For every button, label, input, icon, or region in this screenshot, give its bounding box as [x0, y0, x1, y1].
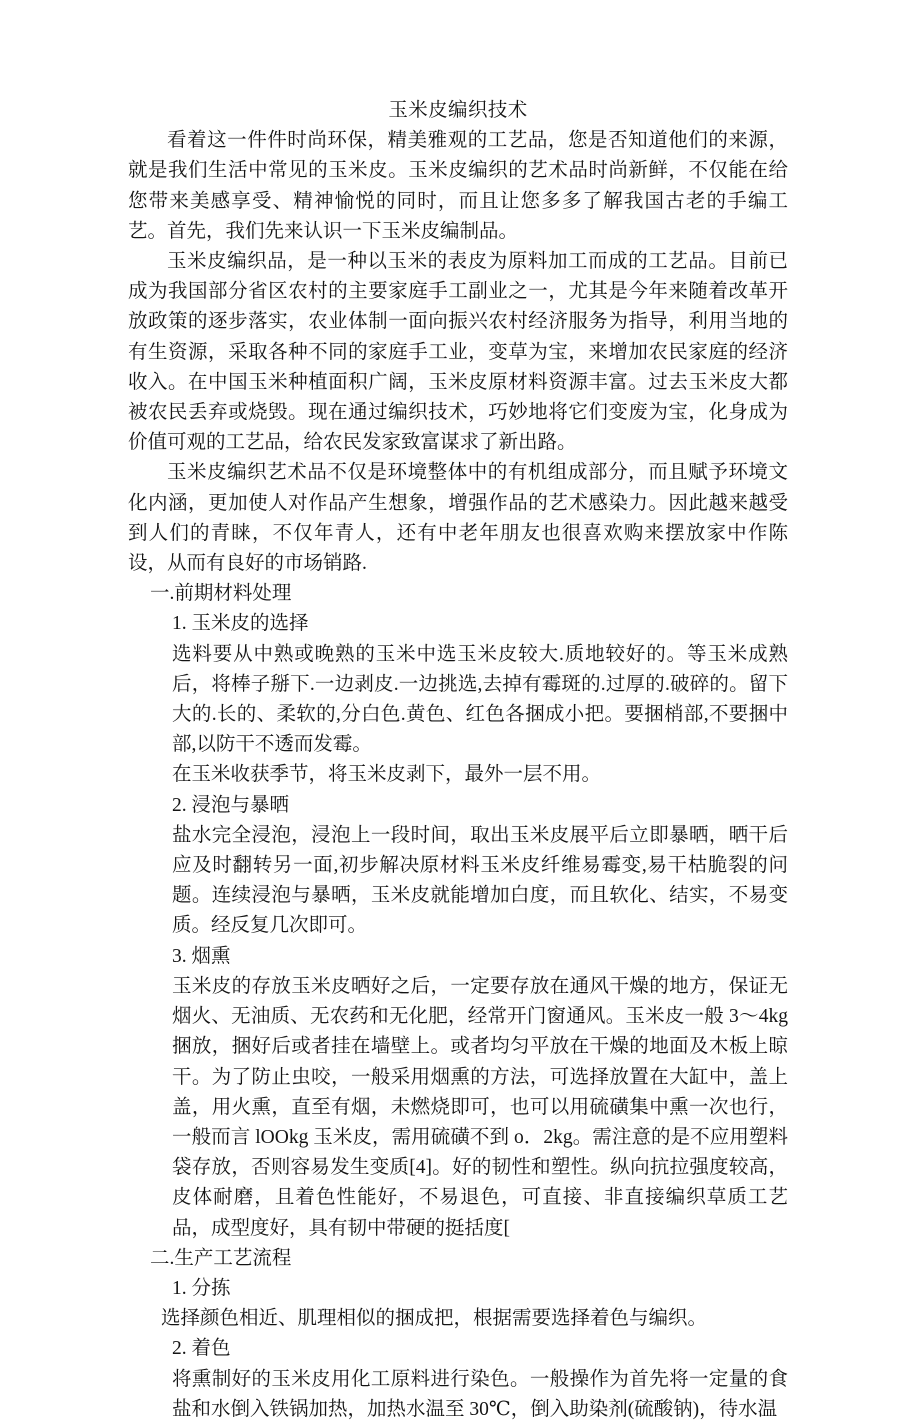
- subsection-body-1-2-a: 盐水完全浸泡，浸泡上一段时间，取出玉米皮展平后立即暴晒，晒干后应及时翻转另一面,初步解决原材料玉米皮纤维易霉变,易干枯脆裂的问题。连续浸泡与暴晒，玉米皮就能增加白度，而且软化、结实，不易变质。经反复几次即可。: [172, 824, 788, 937]
- section-heading-one: 一.前期材料处理: [150, 583, 292, 605]
- intro-paragraph-1: 看着这一件件时尚环保，精美雅观的工艺品，您是否知道他们的来源，就是我们生活中常见的玉米皮。玉米皮编织的艺术品时尚新鲜，不仅能在给您带来美感享受、精神愉悦的同时，而且让您多多了解我国古老的手编工艺。首先，我们先来认识一下玉米皮编制品。: [128, 130, 788, 242]
- subsection-heading-2-1: 1. 分拣: [172, 1277, 231, 1299]
- subsection-heading-1-2: 2. 浸泡与暴晒: [172, 794, 290, 816]
- document-text-column: [128, 96, 788, 1425]
- page-title: 玉米皮编织技术: [388, 100, 528, 121]
- intro-paragraph-3: 玉米皮编织艺术品不仅是环境整体中的有机组成部分，而且赋予环境文化内涵，更加使人对作品产生想象，增强作品的艺术感染力。因此越来越受到人们的青睐，不仅年青人，还有中老年朋友也很喜欢购来摆放家中作陈设，从而有良好的市场销路.: [128, 462, 788, 575]
- subsection-heading-2-2: 2. 着色: [172, 1338, 231, 1360]
- section-heading-two: 二.生产工艺流程: [150, 1247, 292, 1269]
- intro-paragraph-2: 玉米皮编织品，是一种以玉米的表皮为原料加工而成的工艺品。目前已成为我国部分省区农村的主要家庭手工副业之一，尤其是今年来随着改革开放政策的逐步落实，农业体制一面向振兴农村经济服务为指导，利用当地的有生资源，采取各种不同的家庭手工业，变草为宝，来增加农民家庭的经济收入。在中国玉米种植面积广阔，玉米皮原材料资源丰富。过去玉米皮大都被农民丢弃或烧毁。现在通过编织技术，巧妙地将它们变废为宝，化身成为价值可观的工艺品，给农民发家致富谋求了新出路。: [128, 251, 788, 454]
- subsection-heading-1-3: 3. 烟熏: [172, 945, 231, 967]
- subsection-body-1-3-a: 玉米皮的存放玉米皮晒好之后，一定要存放在通风干燥的地方，保证无烟火、无油质、无农药和无化肥，经常开门窗通风。玉米皮一般 3～4kg 捆放，捆好后或者挂在墙壁上。或者均匀平放在干燥的地面及木板上晾干。为了防止虫咬，一般采用烟熏的方法，可选择放置在大缸中，盖上盖，用火熏，直至有烟，未燃烧即可，也可以用硫磺集中熏一次也行，一般而言 lOOkg 玉米皮，需用硫磺不到 o．2kg。需注意的是不应用塑料袋存放，否则容易发生变质[4]。好的韧性和塑性。纵向抗拉强度较高，皮体耐磨，且着色性能好，不易退色，可直接、非直接编织草质工艺品，成型度好，具有韧中带硬的挺括度[: [172, 975, 788, 1239]
- subsection-body-1-1-a: 选料要从中熟或晚熟的玉米中选玉米皮较大.质地较好的。等玉米成熟后，将棒子掰下.一边剥皮.一边挑选,去掉有霉斑的.过厚的.破碎的。留下大的.长的、柔软的,分白色.黄色、红色各捆成小把。要捆梢部,不要捆中部,以防干不透而发霉。: [172, 643, 788, 756]
- subsection-heading-1-1: 1. 玉米皮的选择: [172, 613, 309, 635]
- subsection-body-1-1-b: 在玉米收获季节，将玉米皮剥下，最外一层不用。: [172, 764, 602, 786]
- subsection-body-2-1-a: 选择颜色相近、肌理相似的捆成把，根据需要选择着色与编织。: [161, 1308, 708, 1330]
- subsection-body-2-2-a: 将熏制好的玉米皮用化工原料进行染色。一般操作为首先将一定量的食盐和水倒入铁锅加热，加热水温至 30℃，倒入助染剂(硫酸钠)，待水温: [172, 1368, 788, 1420]
